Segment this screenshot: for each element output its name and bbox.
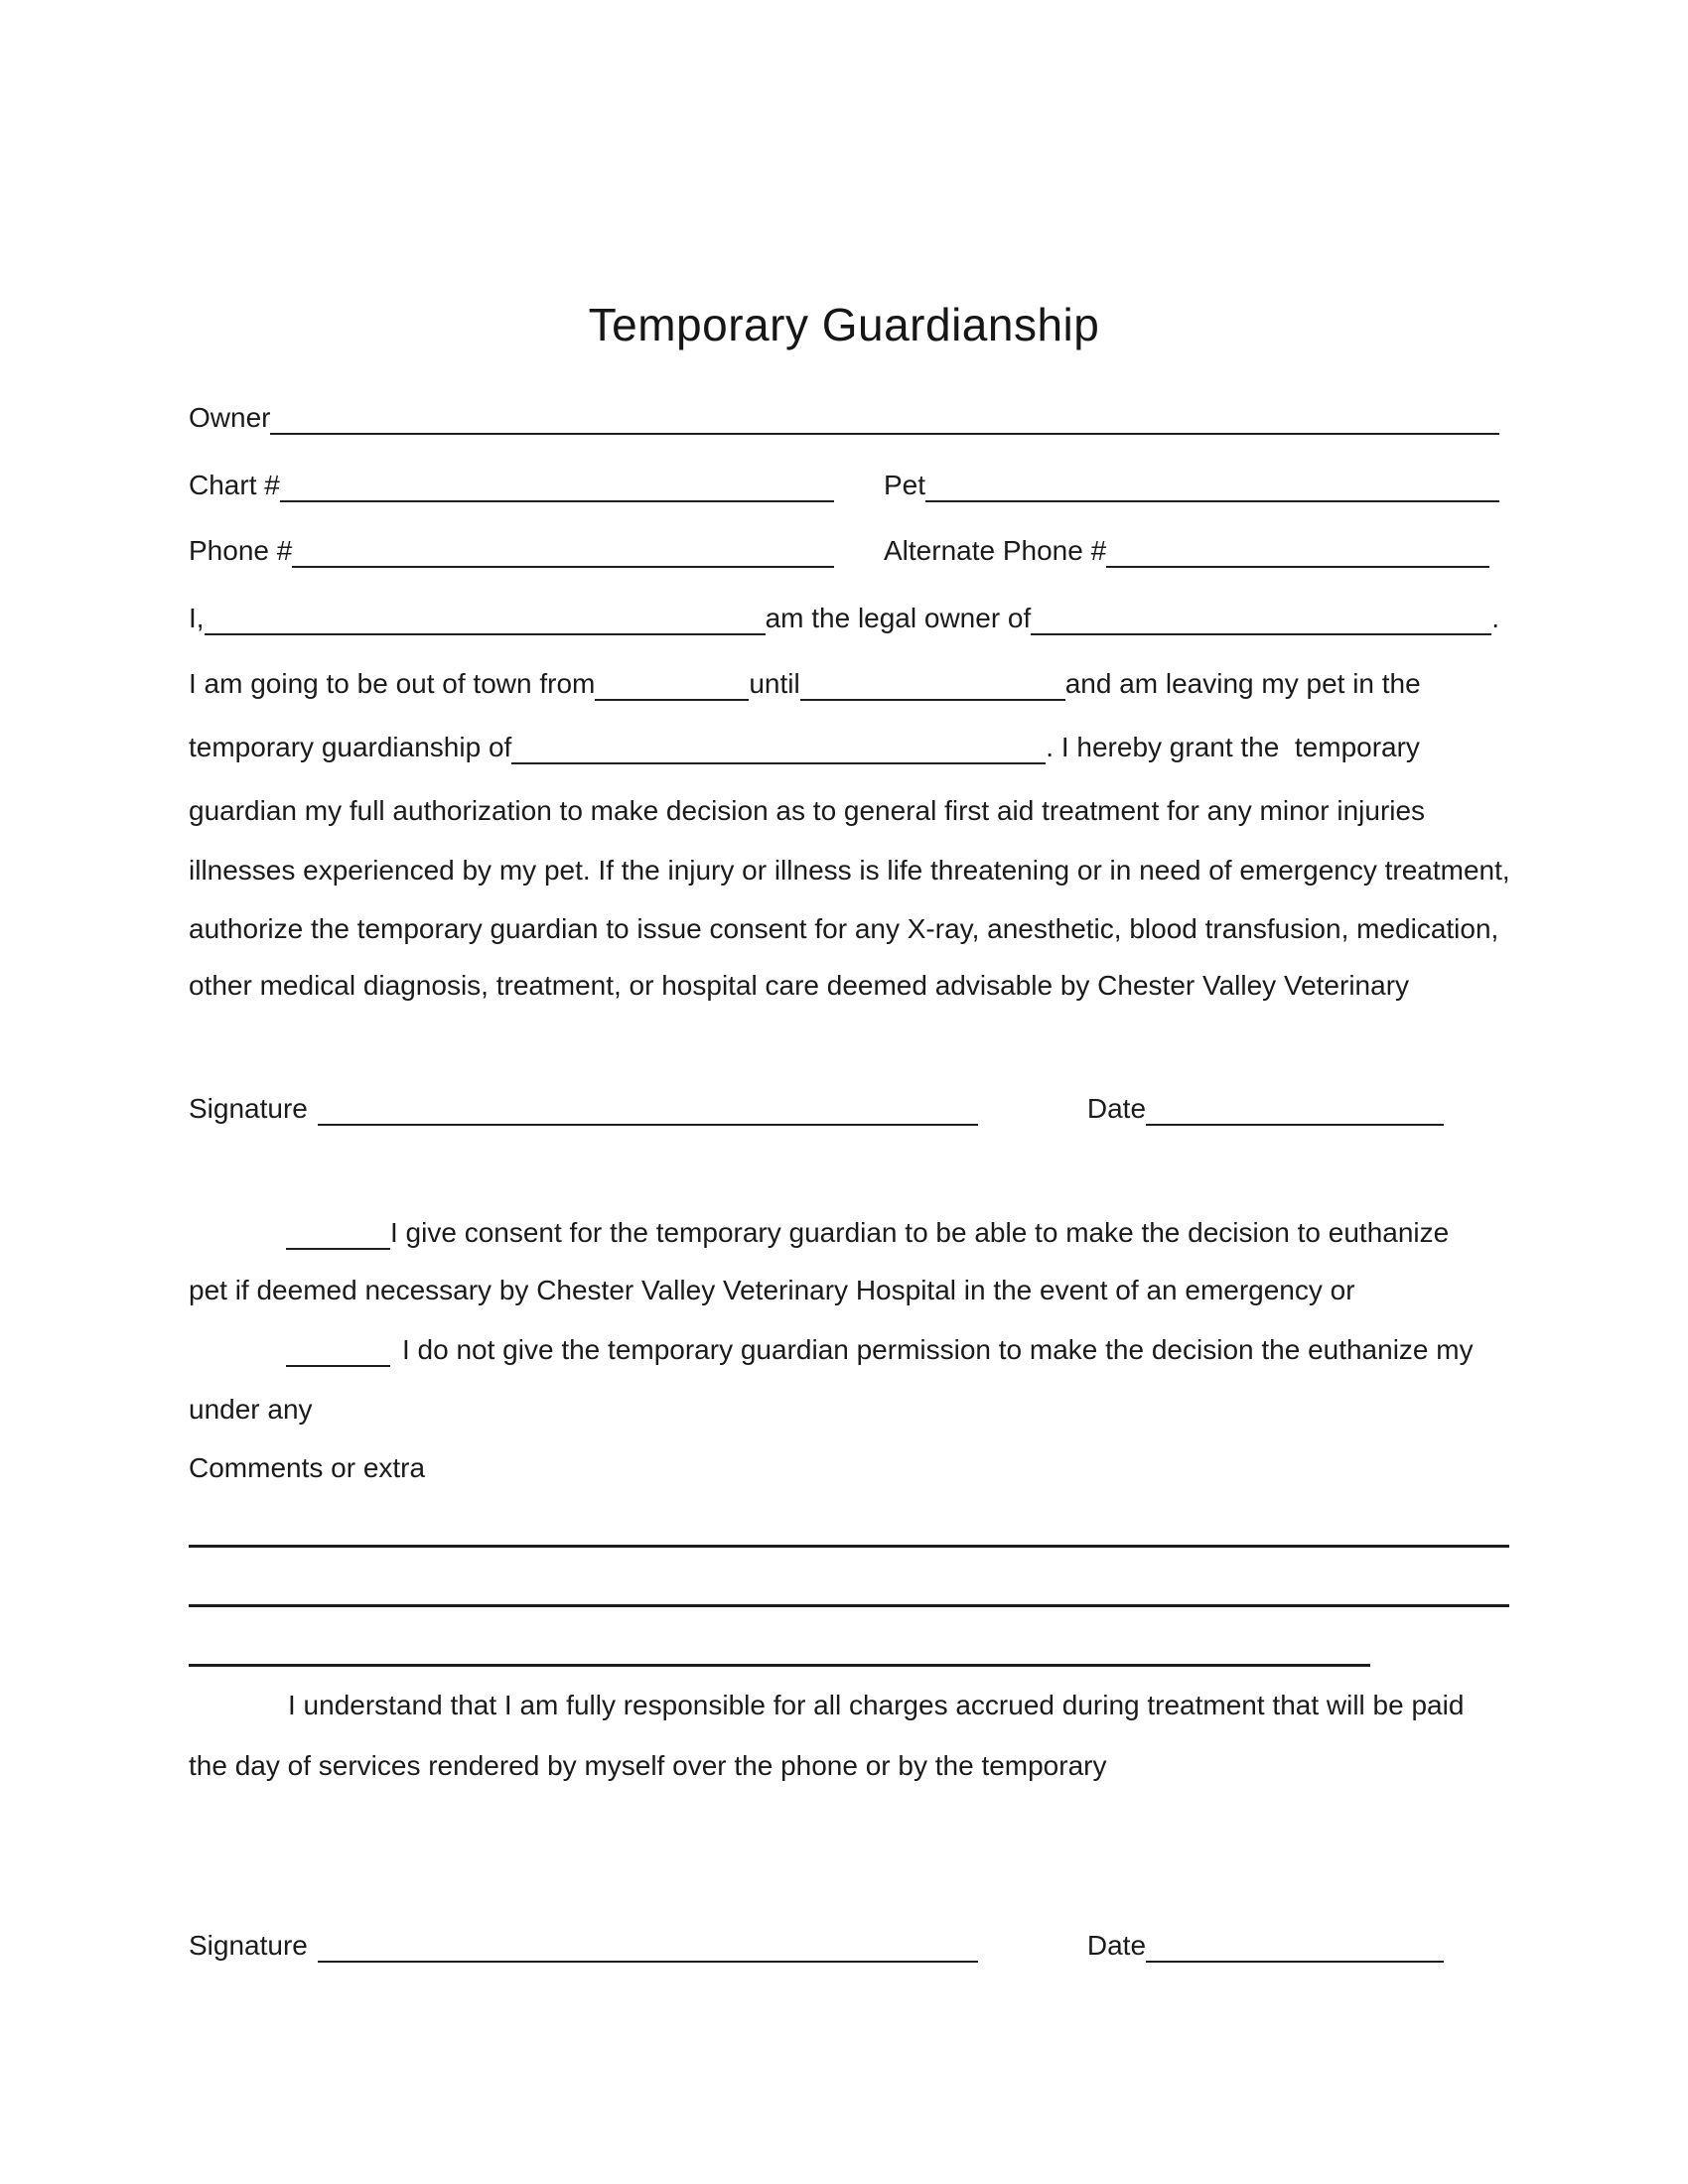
comments-line-1 — [189, 1545, 1509, 1548]
signature-blank — [318, 1092, 978, 1126]
owner-blank — [270, 401, 1499, 435]
travel-text-1: I am going to be out of town from — [189, 668, 596, 699]
consent-give-text-2: pet if deemed necessary by Chester Valley Veterinary Hospital in the event of an emergency or — [189, 1275, 1355, 1305]
authorization-line — [189, 794, 1425, 828]
travel-from-date-blank — [595, 667, 749, 701]
owner-name-blank — [205, 602, 766, 635]
date-blank — [1146, 1092, 1444, 1126]
consent-give-text: I give consent for the temporary guardian to be able to make the decision to euthanize — [390, 1217, 1450, 1248]
authorization-line — [189, 969, 1409, 1003]
travel-until-date-blank — [800, 667, 1065, 701]
column-gap — [834, 534, 884, 568]
travel-text-2: and am leaving my pet in the — [1064, 668, 1421, 699]
phone-number-label: Phone # — [189, 535, 293, 566]
consent-give-row-2 — [189, 1274, 1355, 1307]
chart-pet-row — [189, 469, 1499, 502]
consent-deny-row — [286, 1333, 1474, 1367]
consent-deny-row-2 — [189, 1393, 313, 1427]
responsibility-text-2: the day of services rendered by myself over the phone or by the temporary — [189, 1750, 1107, 1781]
pet-label: Pet — [884, 470, 926, 500]
signature-label: Signature — [189, 1930, 308, 1961]
responsibility-line-1 — [288, 1689, 1464, 1722]
owner-label: Owner — [189, 402, 271, 433]
authorization-text-4: other medical diagnosis, treatment, or hospital care deemed advisable by Chester Valley Veterinary — [189, 970, 1410, 1001]
legal-owner-row — [189, 602, 1499, 635]
comments-row — [189, 1451, 425, 1485]
phone-row — [189, 534, 1489, 568]
signature-date-gap — [978, 1092, 1087, 1126]
chart-number-label: Chart # — [189, 470, 280, 500]
pet-name-blank — [1031, 602, 1491, 635]
signature-blank — [318, 1929, 978, 1963]
chart-number-blank — [280, 469, 834, 502]
travel-row — [189, 667, 1421, 701]
legal-owner-prefix: I, — [189, 603, 205, 633]
responsibility-line-2 — [189, 1749, 1106, 1783]
column-gap — [834, 469, 884, 502]
consent-initial-blank — [286, 1216, 390, 1250]
guardianship-row — [189, 731, 1420, 764]
page-title: Temporary Guardianship — [588, 299, 1100, 350]
alternate-phone-label: Alternate Phone # — [884, 535, 1107, 566]
authorization-text-2: illnesses experienced by my pet. If the injury or illness is life threatening or in need of emergency treatment, — [189, 855, 1510, 886]
authorization-line — [189, 912, 1498, 946]
authorization-text-1: guardian my full authorization to make decision as to general first aid treatment for any minor injuries — [189, 795, 1426, 826]
travel-until-label: until — [749, 668, 800, 699]
phone-number-blank — [292, 534, 834, 568]
pet-blank — [925, 469, 1499, 502]
authorization-line — [189, 854, 1510, 887]
signature-row-top — [189, 1092, 1444, 1126]
comments-line-3 — [189, 1664, 1370, 1667]
alt-phone-column — [884, 534, 1489, 568]
date-blank — [1146, 1929, 1444, 1963]
guardianship-suffix: . I hereby grant the temporary — [1046, 732, 1420, 762]
consent-give-row — [286, 1216, 1449, 1250]
date-label: Date — [1086, 1930, 1147, 1961]
pet-column — [884, 469, 1499, 502]
comments-line-2 — [189, 1604, 1509, 1607]
signature-label: Signature — [189, 1093, 308, 1124]
legal-owner-mid: am the legal owner of — [765, 603, 1032, 633]
legal-owner-period: . — [1491, 603, 1499, 633]
responsibility-text-1: I understand that I am fully responsible for all charges accrued during treatment that will be paid — [288, 1690, 1465, 1720]
signature-row-bottom — [189, 1929, 1444, 1963]
guardian-name-blank — [511, 731, 1046, 764]
deny-initial-blank — [286, 1333, 390, 1367]
owner-row — [189, 401, 1499, 435]
comments-label: Comments or extra — [189, 1452, 426, 1483]
authorization-text-3: authorize the temporary guardian to issue consent for any X-ray, anesthetic, blood transfusion, medication, — [189, 913, 1499, 944]
consent-deny-text: I do not give the temporary guardian permission to make the decision the euthanize my — [402, 1334, 1474, 1365]
consent-deny-text-2: under any — [189, 1394, 313, 1425]
signature-date-gap — [978, 1929, 1087, 1963]
phone-column — [189, 534, 834, 568]
guardianship-prefix: temporary guardianship of — [189, 732, 512, 762]
chart-column — [189, 469, 834, 502]
alternate-phone-blank — [1106, 534, 1489, 568]
date-label: Date — [1086, 1093, 1147, 1124]
